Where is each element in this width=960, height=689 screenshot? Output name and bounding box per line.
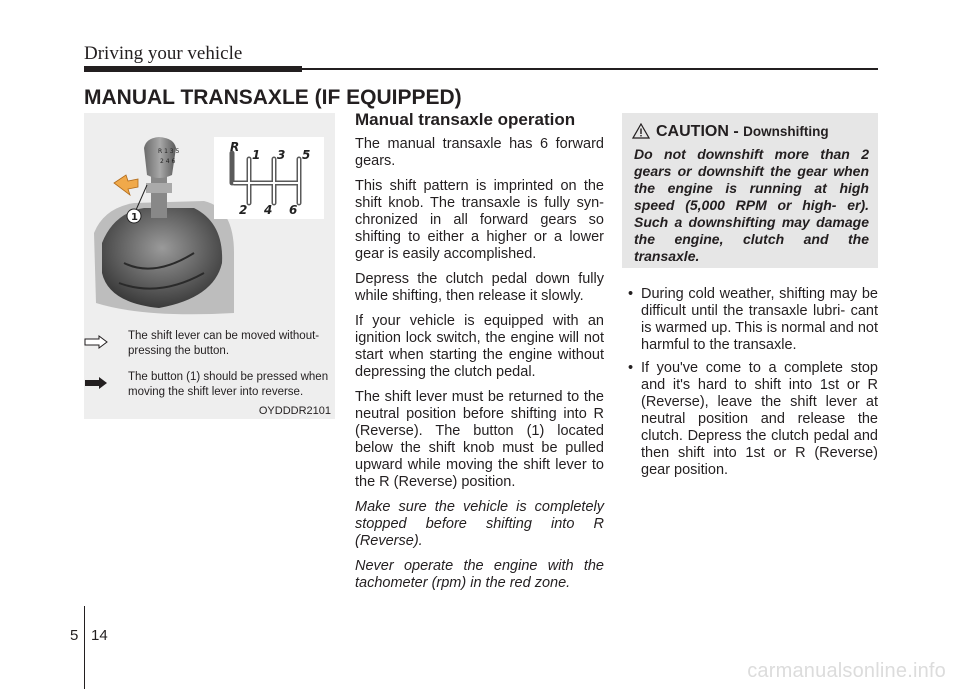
bullet-list (622, 286, 878, 485)
caution-box (622, 113, 878, 268)
caution-heading (632, 123, 829, 143)
chapter-number: 5 (70, 627, 79, 644)
italic-note: Make sure the vehicle is completely stopped before shifting into R (Reverse). (355, 499, 604, 549)
subheading: Manual transaxle operation (355, 110, 576, 129)
caution-subtitle: Downshifting (743, 124, 829, 139)
svg-text:2 4 6: 2 4 6 (160, 158, 176, 165)
section-title: MANUAL TRANSAXLE (IF EQUIPPED) (84, 86, 462, 109)
paragraph: The shift lever must be returned to the neutral position before shifting into R (Reverse). The button (1) located below the shift knob must be pulled upward while moving the shift lever to the R (Reverse) position. (355, 389, 604, 490)
pattern-label-4: 4 (264, 203, 273, 217)
shift-lever-figure (84, 113, 335, 419)
figure-note-no-button: The shift lever can be moved without- pressing the button. (128, 330, 320, 357)
pattern-label-6: 6 (289, 203, 298, 217)
figure-note-reverse: The button (1) should be pressed when moving the shift lever into reverse. (128, 371, 329, 398)
chapter-title: Driving your vehicle (84, 43, 243, 64)
pattern-label-r: R (230, 140, 240, 154)
header-rule-thin (302, 68, 878, 70)
paragraph: If your vehicle is equipped with an ignition lock switch, the engine will not start when starting the engine without depressing the clutch pedal. (355, 313, 604, 380)
paragraph: The manual transaxle has 6 forward gears. (355, 136, 604, 169)
solid-arrow-icon (84, 376, 108, 390)
pattern-label-1: 1 (252, 148, 261, 162)
pattern-label-2: 2 (239, 203, 248, 217)
figure-code: OYDDDR2101 (258, 405, 331, 417)
pattern-label-5: 5 (302, 148, 311, 162)
caution-text: Do not downshift more than 2 gears or downshift the gear when the engine is running at high speed (5,000 RPM or high- er). Such a downshifting may damage the engine, clutch and the transaxle. (634, 146, 869, 264)
page-number: 14 (91, 627, 108, 644)
watermark: carmanualsonline.info (747, 660, 946, 682)
main-column (355, 110, 604, 600)
caution-title: CAUTION - (656, 123, 744, 140)
footer-divider (84, 606, 85, 689)
list-item: • During cold weather, shifting may be difficult until the transaxle lubri- cant is warmed up. This is normal and not harmful to the transaxle. (622, 286, 878, 354)
paragraph: This shift pattern is imprinted on the shift knob. The transaxle is fully syn- chronized in all forward gears so shifting to either a higher or a lower gear is easily accomplished. (355, 178, 604, 262)
warning-triangle-icon (632, 123, 650, 139)
header-rule-thick (84, 66, 302, 72)
outline-arrow-icon (84, 335, 108, 349)
list-item: • If you've come to a complete stop and it's hard to shift into 1st or R (Reverse), leave the shift lever at neutral position and release the clutch. Depress the clutch pedal and then shift into 1st or R (Reverse) gear position. (622, 360, 878, 479)
svg-text:R 1 3 5: R 1 3 5 (158, 148, 180, 155)
pattern-label-3: 3 (277, 148, 286, 162)
paragraph: Depress the clutch pedal down fully while shifting, then release it slowly. (355, 271, 604, 304)
callout-number: 1 (131, 212, 138, 223)
italic-note: Never operate the engine with the tachometer (rpm) in the red zone. (355, 558, 604, 591)
